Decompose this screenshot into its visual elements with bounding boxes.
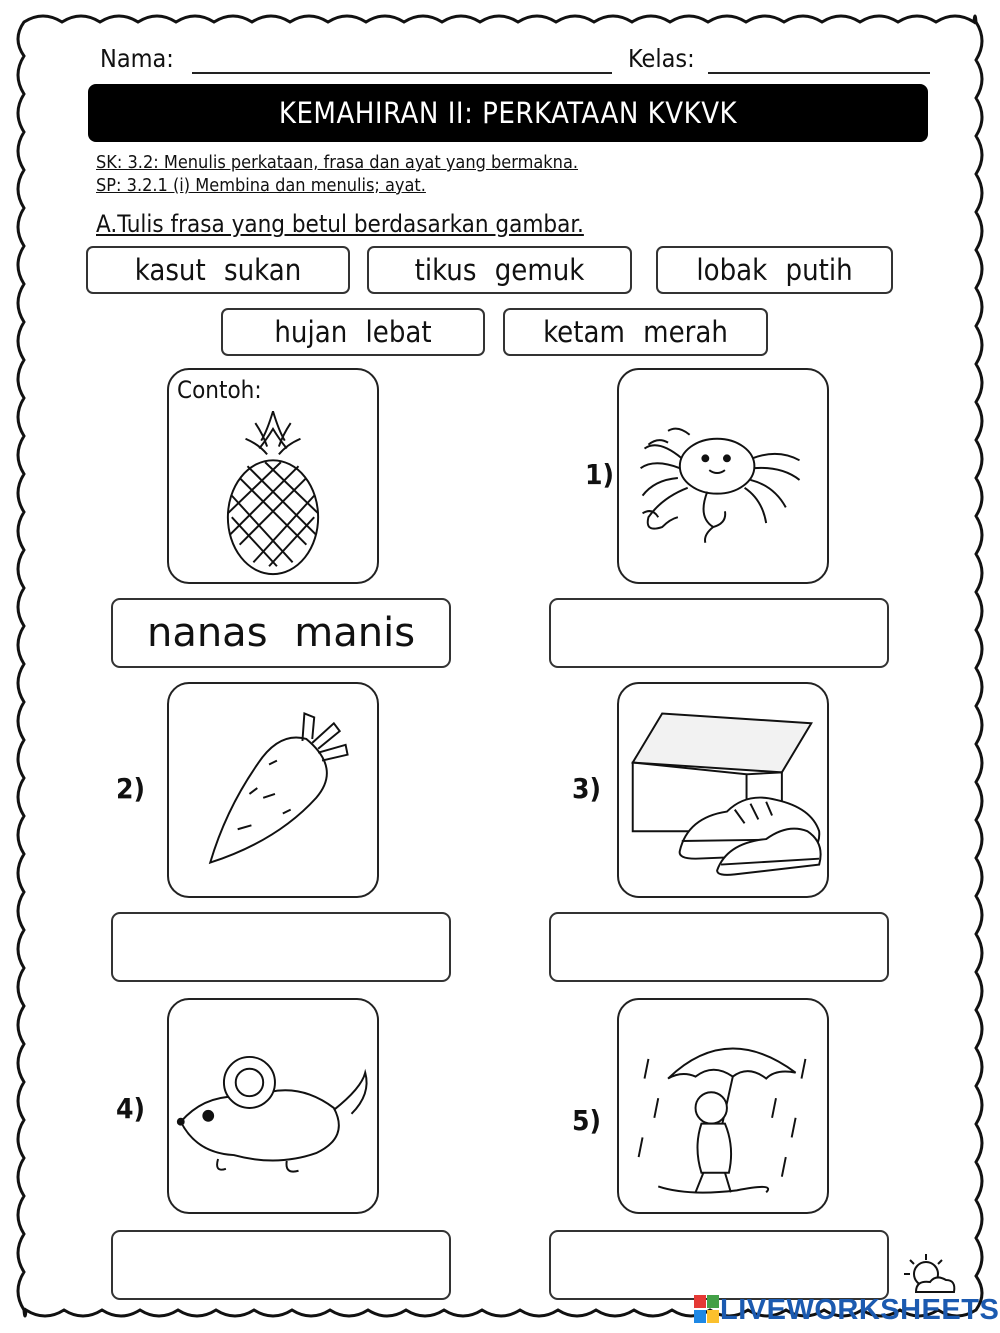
answer-box-3[interactable] [549, 912, 889, 982]
rain-picture [617, 998, 829, 1214]
standard-sk: SK: 3.2: Menulis perkataan, frasa dan ayat yang bermakna. [96, 152, 579, 173]
liveworksheets-logo [694, 1292, 999, 1328]
answer-box-5[interactable] [549, 1230, 889, 1300]
rain-icon [619, 1000, 827, 1212]
word-bank-item[interactable]: lobak putih [656, 246, 893, 294]
word-bank-item[interactable]: hujan lebat [221, 308, 485, 356]
word-bank-item[interactable]: kasut sukan [86, 246, 350, 294]
class-label: Kelas: [628, 44, 695, 73]
example-answer-box: nanas manis [111, 598, 451, 668]
answer-box-1[interactable] [549, 598, 889, 668]
sneaker-icon [619, 684, 827, 896]
liveworksheets-mark-icon [694, 1295, 720, 1325]
page-title: KEMAHIRAN II: PERKATAAN KVKVK [88, 84, 928, 142]
answer-box-2[interactable] [111, 912, 451, 982]
class-field[interactable] [708, 72, 930, 74]
carrot-icon [169, 684, 377, 896]
question-number-5: 5) [572, 1104, 602, 1137]
answer-box-4[interactable] [111, 1230, 451, 1300]
name-field[interactable] [192, 72, 612, 74]
crab-icon [619, 370, 827, 582]
mouse-icon [169, 1000, 377, 1212]
sun-cloud-icon [896, 1250, 958, 1298]
word-bank-item[interactable]: tikus gemuk [367, 246, 632, 294]
crab-picture [617, 368, 829, 584]
shoes-picture [617, 682, 829, 898]
brand-name: LIVEWORKSHEETS [720, 1293, 1000, 1326]
question-number-1: 1) [585, 458, 615, 491]
instruction: A.Tulis frasa yang betul berdasarkan gambar. [96, 210, 584, 238]
pineapple-picture [167, 368, 379, 584]
word-bank-item[interactable]: ketam merah [503, 308, 768, 356]
name-label: Nama: [100, 44, 174, 73]
question-number-4: 4) [116, 1092, 146, 1125]
example-label: Contoh: [177, 376, 262, 404]
carrot-picture [167, 682, 379, 898]
question-number-3: 3) [572, 772, 602, 805]
question-number-2: 2) [116, 772, 146, 805]
standard-sp: SP: 3.2.1 (i) Membina dan menulis; ayat. [96, 175, 426, 196]
mouse-picture [167, 998, 379, 1214]
